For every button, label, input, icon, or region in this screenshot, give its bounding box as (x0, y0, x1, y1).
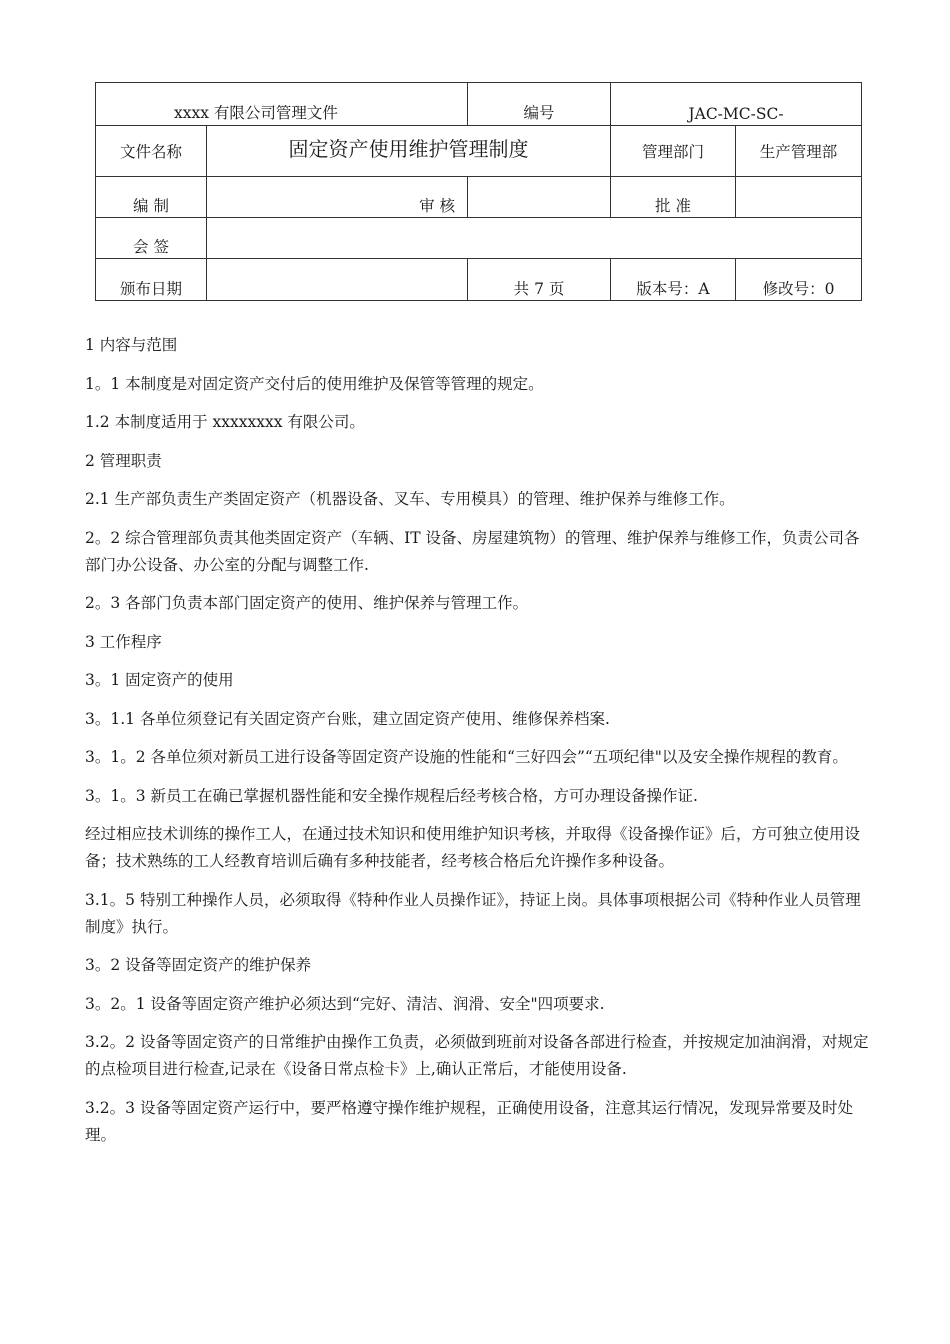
paragraph: 1。1 本制度是对固定资产交付后的使用维护及保管等管理的规定。 (85, 374, 544, 393)
header-row-issue (96, 259, 862, 301)
number-label: 编号 (468, 83, 611, 126)
document-header-table (95, 82, 862, 301)
paragraph: 3。1.1 各单位须登记有关固定资产台账，建立固定资产使用、维修保养档案. (85, 709, 610, 728)
paragraph: 3.1。5 特别工种操作人员，必须取得《特种作业人员操作证》，持证上岗。具体事项根据公司《特种作业人员管理制度》执行。 (85, 890, 861, 936)
paragraph: 3.2。3 设备等固定资产运行中，要严格遵守操作维护规程，正确使用设备，注意其运行情况，发现异常要及时处理。 (85, 1098, 853, 1144)
compile-label: 编 制 (96, 177, 207, 218)
issue-date-label: 颁布日期 (96, 259, 207, 301)
header-row-signoff (96, 177, 862, 218)
review-label: 审 核 (207, 177, 468, 218)
countersign-label: 会 签 (96, 218, 207, 259)
review-value (468, 177, 611, 218)
paragraph: 2。2 综合管理部负责其他类固定资产（车辆、IT 设备、房屋建筑物）的管理、维护保养与维修工作，负责公司各部门办公设备、办公室的分配与调整工作. (85, 528, 860, 574)
paragraph: 3。1。2 各单位须对新员工进行设备等固定资产设施的性能和“三好四会”“五项纪律"以及安全操作规程的教育。 (85, 748, 848, 766)
file-name-label: 文件名称 (96, 126, 207, 177)
issue-date-value (207, 259, 468, 301)
document-body (85, 332, 875, 1160)
paragraph: 经过相应技术训练的操作工人，在通过技术知识和使用维护知识考核，并取得《设备操作证》后，方可独立使用设备；技术熟练的工人经教育培训后确有多种技能者，经考核合格后允许操作多种设备。 (85, 825, 861, 870)
dept-label: 管理部门 (611, 126, 736, 177)
dept-value: 生产管理部 (736, 126, 862, 177)
version-number: 版本号：A (611, 259, 736, 301)
page-count: 共 7 页 (468, 259, 611, 301)
document-title-cell (207, 126, 611, 177)
paragraph: 1 内容与范围 (85, 336, 178, 354)
header-row-countersign (96, 218, 862, 259)
paragraph: 3。2 设备等固定资产的维护保养 (85, 956, 312, 974)
header-row-file-name (96, 126, 862, 177)
paragraph: 3.2。2 设备等固定资产的日常维护由操作工负责，必须做到班前对设备各部进行检查，并按规定加油润滑，对规定的点检项目进行检查,记录在《设备日常点检卡》上,确认正常后，才能使用设备. (85, 1033, 869, 1078)
paragraph: 3。1。3 新员工在确已掌握机器性能和安全操作规程后经考核合格，方可办理设备操作证. (85, 786, 698, 805)
paragraph: 3。1 固定资产的使用 (85, 671, 234, 689)
document-title: 固定资产使用维护管理制度 (288, 136, 529, 161)
approve-label: 批 准 (611, 177, 736, 218)
paragraph: 2 管理职责 (85, 451, 162, 470)
paragraph: 2。3 各部门负责本部门固定资产的使用、维护保养与管理工作。 (85, 594, 529, 612)
header-row-company (96, 83, 862, 126)
company-document-title: xxxx 有限公司管理文件 (96, 83, 468, 126)
paragraph: 2.1 生产部负责生产类固定资产（机器设备、叉车、专用模具）的管理、维护保养与维修工作。 (85, 490, 735, 508)
paragraph: 3。2。1 设备等固定资产维护必须达到“完好、清洁、润滑、安全"四项要求. (85, 994, 605, 1013)
paragraph: 3 工作程序 (85, 632, 162, 651)
revision-number: 修改号：0 (736, 259, 862, 301)
countersign-value (207, 218, 862, 259)
document-number: JAC-MC-SC- (611, 83, 862, 126)
approve-value (736, 177, 862, 218)
paragraph: 1.2 本制度适用于 xxxxxxxx 有限公司。 (85, 413, 365, 431)
